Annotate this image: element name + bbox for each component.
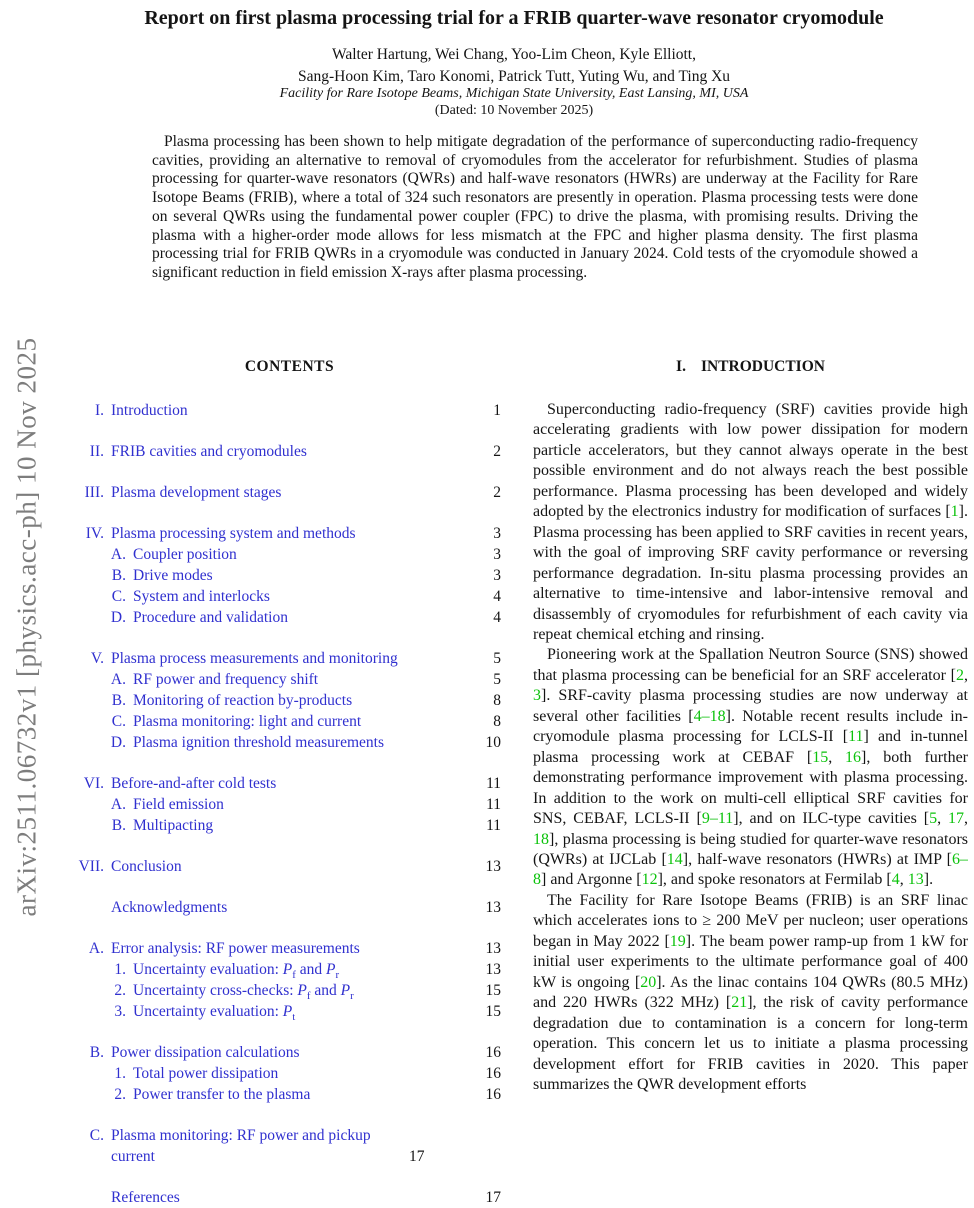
page xyxy=(54,0,974,1206)
toc-entry-page: 4 xyxy=(493,609,501,626)
toc-entry-label[interactable]: C. xyxy=(89,1127,104,1144)
toc-entry-label[interactable]: B. xyxy=(89,1044,104,1061)
toc-entry-page: 5 xyxy=(493,650,501,667)
toc-column xyxy=(78,357,501,1208)
toc-entry-page: 17 xyxy=(409,1148,425,1165)
toc-entry-label[interactable]: B. xyxy=(111,817,126,834)
toc-entry-title[interactable]: Total power dissipation xyxy=(133,1065,279,1082)
toc-entry-title[interactable]: Uncertainty cross-checks: $P_f$ and $P_r$ xyxy=(133,982,354,1003)
toc-entry-title[interactable]: References xyxy=(111,1189,180,1206)
toc-entry-page: 3 xyxy=(493,567,501,584)
toc-entry-page: 2 xyxy=(493,443,501,460)
citation-link[interactable]: 9–11 xyxy=(701,810,734,828)
math-subscript: f xyxy=(292,969,296,982)
math-subscript: r xyxy=(350,990,354,1003)
citation-link[interactable]: 13 xyxy=(907,871,924,889)
toc-entry-title[interactable]: FRIB cavities and cryomodules xyxy=(111,443,307,460)
toc-entry-page: 11 xyxy=(486,817,501,834)
toc-entry[interactable] xyxy=(78,607,501,628)
toc-entry-page: 8 xyxy=(493,692,501,709)
math-subscript: t xyxy=(292,1011,296,1024)
toc-entry-title[interactable]: Power dissipation calculations xyxy=(111,1044,300,1061)
toc-entry-page: 16 xyxy=(485,1086,501,1103)
toc-entry-page: 4 xyxy=(493,588,501,605)
toc-entry-page: 10 xyxy=(485,734,501,751)
toc-entry[interactable] xyxy=(78,441,501,462)
toc-entry-page: 17 xyxy=(485,1189,501,1206)
toc-entry-label[interactable]: A. xyxy=(110,796,126,813)
citation-link[interactable]: 1 xyxy=(950,503,959,521)
toc-entry[interactable] xyxy=(78,794,501,815)
toc-entry-page: 13 xyxy=(485,899,501,916)
toc-entry-label[interactable]: B. xyxy=(111,567,126,584)
toc-entry-title[interactable]: Uncertainty evaluation: $P_t$ xyxy=(133,1003,296,1024)
toc-entry[interactable] xyxy=(78,1063,501,1084)
math-variable: P xyxy=(340,982,351,999)
abstract: Plasma processing has been shown to help mitigate degradation of the performance of superconducting radio-frequency cavities, providing an alternative to removal of cryomodules from the accelerator for refurbishment. Studies of plasma processing for quarter-wave resonators (QWRs) and half-wave resonators (HWRs) are underway at the Facility for Rare Isotope Beams (FRIB), where a total of 324 such resonators are presently in operation. Plasma processing tests were done on several QWRs using the fundamental power coupler (FPC) to drive the plasma, with promising results. Driving the plasma with a higher-order mode allows for less mismatch at the FPC and higher plasma density. The first plasma processing trial for FRIB QWRs in a cryomodule was conducted in January 2024. Cold tests of the cryomodule showed a significant reduction in field emission X-rays after plasma processing. xyxy=(152,133,918,281)
toc-entry-label[interactable]: B. xyxy=(111,692,126,709)
toc-entry[interactable] xyxy=(78,1084,501,1105)
citation-link[interactable]: 17 xyxy=(948,810,965,828)
toc-entry-page: 5 xyxy=(493,671,501,688)
toc-entry-title[interactable]: Plasma processing system and methods xyxy=(111,525,356,542)
toc-entry[interactable] xyxy=(78,523,501,544)
section-title: INTRODUCTION xyxy=(700,358,825,375)
toc-entry-title[interactable]: Plasma process measurements and monitoring xyxy=(111,650,398,667)
toc-entry-page: 2 xyxy=(493,484,501,501)
citation-link[interactable]: 4–18 xyxy=(693,707,726,725)
math-subscript: f xyxy=(306,990,311,1003)
toc-entry-label[interactable]: V. xyxy=(90,650,104,667)
toc-entry[interactable] xyxy=(78,1042,501,1063)
toc-entry-title[interactable]: Plasma ignition threshold measurements xyxy=(133,734,384,751)
paragraph: Superconducting radio-frequency (SRF) cavities provide high accelerating gradients with low power dissipation for modern particle accelerators, but they cannot always operate in the best possible environment and do not always reach the best possible performance. Plasma processing has been developed and widely adopted by the electronics industry for modification of surfaces [1]. Plasma processing has been applied to SRF cavities in recent years, with the goal of improving SRF cavity performance or reversing performance degradation. In-situ plasma processing provides an alternative to time-intensive and labor-intensive removal and disassembly of cryomodules for refurbishment of each cavity via repeat chemical etching and rinsing. xyxy=(533,401,968,643)
toc-entry[interactable] xyxy=(78,648,501,669)
toc-entry-label[interactable]: IV. xyxy=(85,525,104,542)
toc-entry-title[interactable]: Field emission xyxy=(133,796,224,813)
toc-entry-page: 13 xyxy=(485,940,501,957)
toc-entry-page: 8 xyxy=(493,713,501,730)
toc-entry-page: 16 xyxy=(485,1065,501,1082)
toc-entry-title[interactable]: Acknowledgments xyxy=(111,899,228,916)
toc-entry-page: 15 xyxy=(485,982,501,999)
toc-entry[interactable] xyxy=(78,938,501,959)
citation-link[interactable]: 11 xyxy=(848,728,864,746)
authors-line-1: Walter Hartung, Wei Chang, Yoo-Lim Cheon, Kyle Elliott, xyxy=(331,46,696,63)
citation-link[interactable]: 12 xyxy=(641,871,658,889)
intro-paragraphs xyxy=(533,400,968,1095)
citation-link[interactable]: 16 xyxy=(845,748,862,766)
toc-entry-label[interactable]: C. xyxy=(111,713,126,730)
toc-entry[interactable] xyxy=(78,856,501,877)
toc-entry-label[interactable]: 2. xyxy=(114,1086,126,1103)
toc-entry[interactable] xyxy=(78,400,501,421)
citation-link[interactable]: 2 xyxy=(956,666,964,684)
paragraph: Pioneering work at the Spallation Neutron Source (SNS) showed that plasma processing can be beneficial for an SRF accelerator [2, 3]. SRF-cavity plasma processing studies are now underway at several other facilities [4–18]. Notable recent results include in-cryomodule plasma processing for LCLS-II [11] and in-tunnel plasma processing work at CEBAF [15, 16], both further demonstrating performance improvement with plasma processing. In addition to the work on multi-cell elliptical SRF cavities for SNS, CEBAF, LCLS-II [9–11], and on ILC-type cavities [5, 17, 18], plasma processing is being studied for quarter-wave resonators (QWRs) at IJCLab [14], half-wave resonators (HWRs) at IMP [6–8] and Argonne [12], and spoke resonators at Fermilab [4, 13]. xyxy=(533,646,968,889)
toc-entry[interactable] xyxy=(78,1001,501,1022)
toc-entry-title[interactable]: Coupler position xyxy=(133,546,237,563)
toc-entry-label[interactable]: 1. xyxy=(114,961,126,978)
citation-link[interactable]: 20 xyxy=(640,973,657,991)
toc-entry-page: 1 xyxy=(493,402,501,419)
authors-line-2: Sang-Hoon Kim, Taro Konomi, Patrick Tutt, Yuting Wu, and Ting Xu xyxy=(297,67,731,85)
toc-entry-title[interactable]: Before-and-after cold tests xyxy=(111,775,277,792)
toc-entry[interactable] xyxy=(78,773,501,794)
toc-entry-title[interactable]: Multipacting xyxy=(133,817,214,834)
toc-entry-label[interactable]: 3. xyxy=(114,1003,126,1020)
citation-link[interactable]: 14 xyxy=(666,850,683,868)
toc-entry[interactable] xyxy=(78,732,501,753)
math-subscript: r xyxy=(335,969,340,982)
paper-title: Report on first plasma processing trial for a FRIB quarter-wave resonator cryomodule xyxy=(144,7,884,29)
toc-entry-page: 16 xyxy=(485,1044,501,1061)
math-variable: P xyxy=(297,982,307,999)
toc-entry[interactable] xyxy=(78,1125,501,1167)
toc-entry-title[interactable]: Procedure and validation xyxy=(133,609,288,626)
citation-link[interactable]: 5 xyxy=(929,810,938,828)
toc-entry[interactable] xyxy=(78,815,501,836)
date-line: (Dated: 10 November 2025) xyxy=(434,103,594,118)
toc-entry-page: 13 xyxy=(485,961,501,978)
toc-entry-label[interactable]: A. xyxy=(110,671,126,688)
section-number: I. xyxy=(676,358,686,375)
toc-entry-label[interactable]: A. xyxy=(88,940,104,957)
citation-link[interactable]: 18 xyxy=(533,830,549,848)
toc-entry-label[interactable]: D. xyxy=(110,609,126,626)
toc-list xyxy=(78,400,501,1208)
toc-entry[interactable] xyxy=(78,959,501,980)
toc-entry-title[interactable]: Power transfer to the plasma xyxy=(133,1086,311,1103)
citation-link[interactable]: 3 xyxy=(533,687,541,705)
toc-entry-label[interactable]: A. xyxy=(110,546,126,563)
paragraph: The Facility for Rare Isotope Beams (FRIB) is an SRF linac which accelerates ions to ≥ 200 MeV per nucleon; user operations began in May 2022 [19]. The beam power ramp-up from 1 kW for initial user experiments to the ultimate performance goal of 400 kW is ongoing [20]. As the linac contains 104 QWRs (80.5 MHz) and 220 HWRs (322 MHz) [21], the risk of cavity performance degradation due to contamination is a concern for long-term operation. This concern let us to initiate a plasma processing development effort for FRIB cavities in 2020. This paper summarizes the QWR development efforts xyxy=(533,891,968,1093)
toc-entry[interactable] xyxy=(78,1187,501,1208)
toc-entry-title[interactable]: Uncertainty evaluation: $P_f$ and $P_r$ xyxy=(133,961,340,982)
math-variable: P xyxy=(326,961,336,978)
citation-link[interactable]: 15 xyxy=(812,748,829,766)
toc-heading: CONTENTS xyxy=(244,358,335,375)
toc-entry-title[interactable]: Plasma development stages xyxy=(111,484,282,501)
toc-entry-title[interactable]: Plasma monitoring: light and current xyxy=(133,713,362,730)
toc-entry-label[interactable]: 1. xyxy=(114,1065,126,1082)
toc-entry-label[interactable]: VI. xyxy=(83,775,104,792)
toc-entry-page: 13 xyxy=(485,858,501,875)
toc-entry-label[interactable]: I. xyxy=(94,402,104,419)
toc-entry-label[interactable]: III. xyxy=(84,484,104,501)
toc-entry[interactable] xyxy=(78,669,501,690)
toc-entry-title[interactable]: Plasma monitoring: RF power and pickup current xyxy=(111,1127,371,1165)
math-variable: P xyxy=(282,961,293,978)
toc-entry-label[interactable]: D. xyxy=(110,734,126,751)
toc-entry-title[interactable]: Error analysis: RF power measurements xyxy=(111,940,360,957)
affiliation: Facility for Rare Isotope Beams, Michigan State University, East Lansing, MI, USA xyxy=(279,86,749,101)
toc-entry-title[interactable]: Monitoring of reaction by-products xyxy=(133,692,353,709)
toc-entry-title[interactable]: RF power and frequency shift xyxy=(133,671,319,688)
toc-entry[interactable] xyxy=(78,544,501,565)
author-block xyxy=(54,44,974,87)
citation-link[interactable]: 6–8 xyxy=(533,850,968,889)
toc-entry[interactable] xyxy=(78,711,501,732)
toc-entry[interactable] xyxy=(78,897,501,918)
toc-entry-page: 15 xyxy=(485,1003,501,1020)
toc-entry-label[interactable]: C. xyxy=(111,588,126,605)
intro-column xyxy=(533,357,968,1200)
toc-entry-label[interactable]: 2. xyxy=(114,982,126,999)
citation-link[interactable]: 19 xyxy=(669,932,686,950)
toc-entry-title[interactable]: System and interlocks xyxy=(133,588,270,605)
citation-link[interactable]: 21 xyxy=(731,994,748,1012)
toc-entry-label[interactable]: II. xyxy=(89,443,104,460)
section-heading xyxy=(533,357,968,376)
citation-link[interactable]: 4 xyxy=(891,871,900,889)
toc-entry-page: 11 xyxy=(486,775,501,792)
toc-entry-label[interactable]: VII. xyxy=(78,858,104,875)
toc-entry[interactable] xyxy=(78,565,501,586)
toc-entry[interactable] xyxy=(78,980,501,1001)
toc-entry-page: 3 xyxy=(493,525,501,542)
toc-entry-title[interactable]: Introduction xyxy=(111,402,188,419)
toc-entry[interactable] xyxy=(78,690,501,711)
toc-entry-page: 3 xyxy=(493,546,501,563)
math-variable: P xyxy=(282,1003,293,1020)
toc-entry-title[interactable]: Drive modes xyxy=(133,567,213,584)
toc-entry-page: 11 xyxy=(486,796,501,813)
toc-entry-title[interactable]: Conclusion xyxy=(111,858,182,875)
arxiv-stamp-text: arXiv:2511.06732v1 [physics.acc-ph] 10 Nov 2025 xyxy=(11,337,42,917)
toc-entry[interactable] xyxy=(78,586,501,607)
toc-entry[interactable] xyxy=(78,482,501,503)
